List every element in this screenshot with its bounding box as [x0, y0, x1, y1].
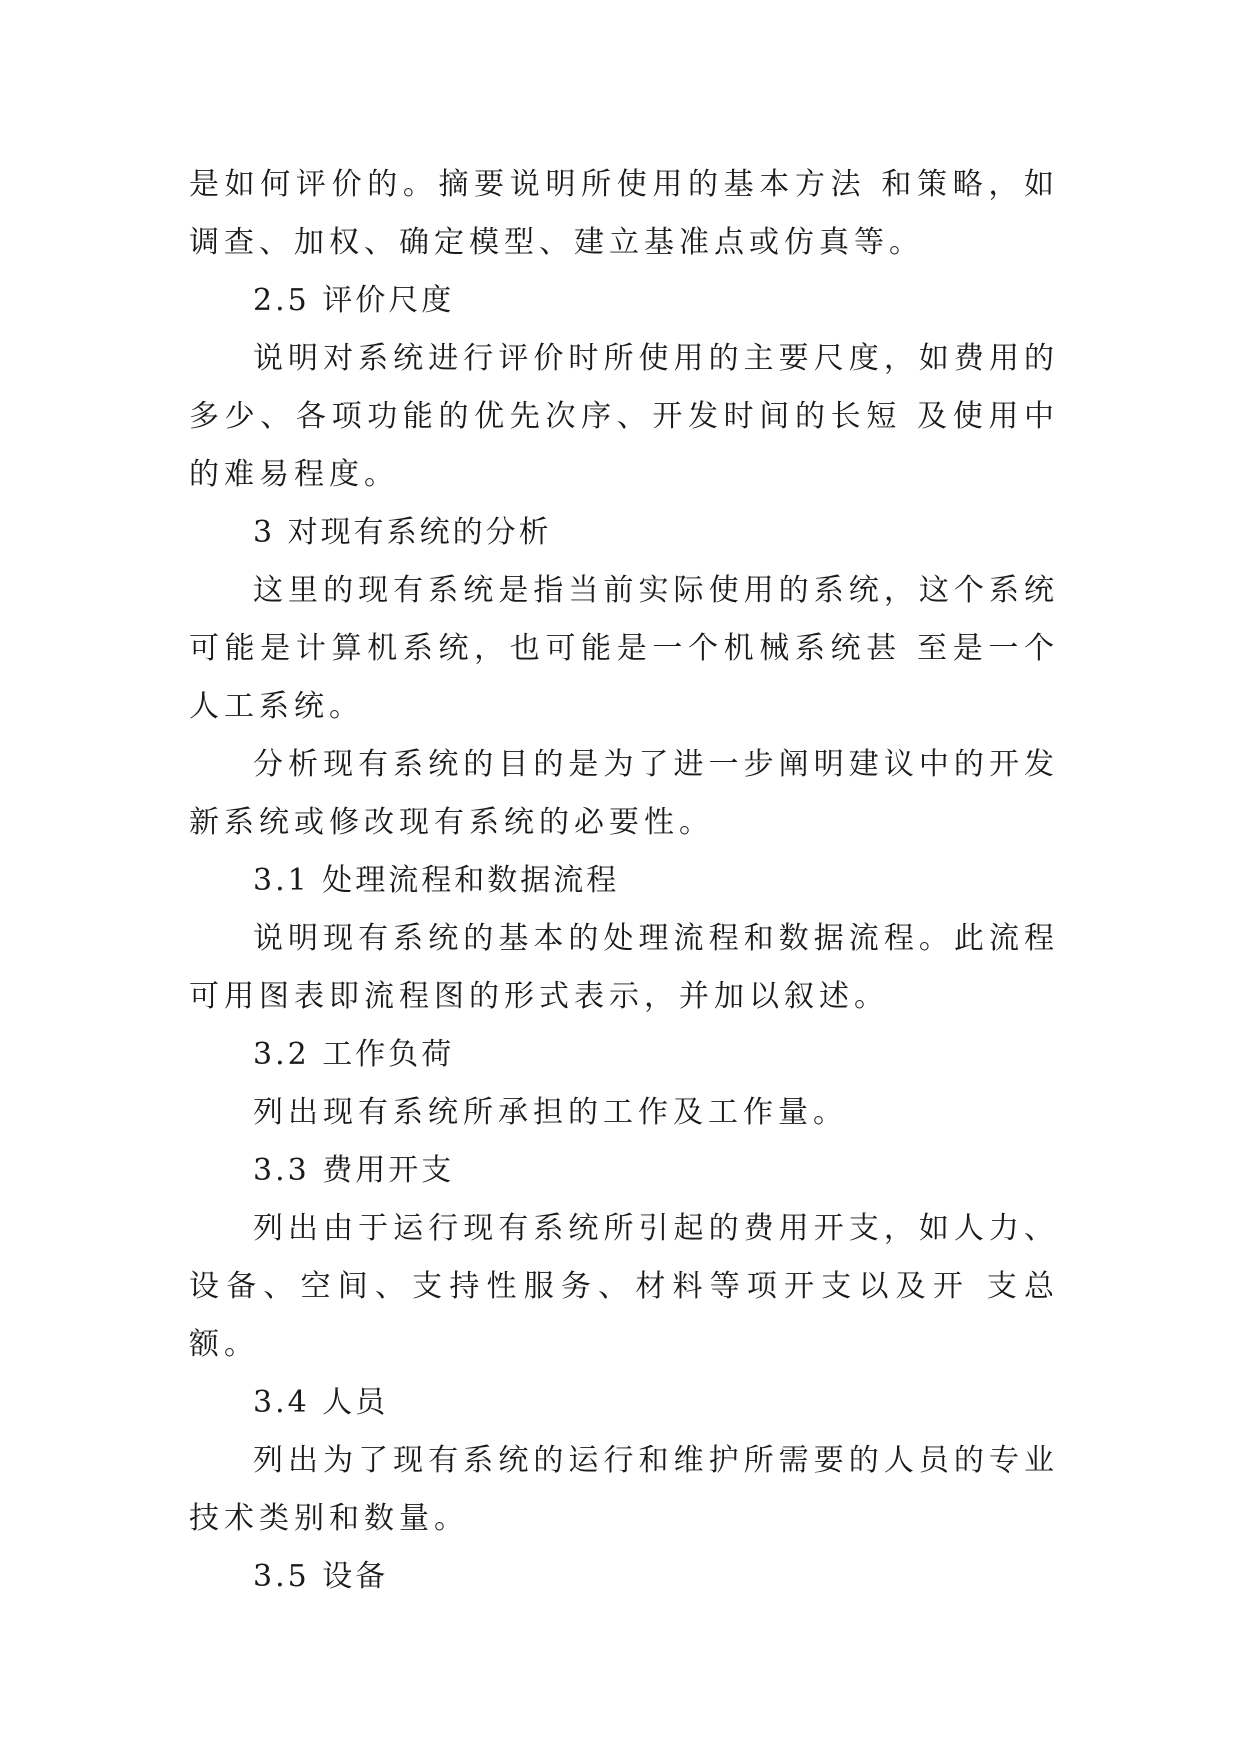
paragraph-analysis-purpose: 分析现有系统的目的是为了进一步阐明建议中的开发新系统或修改现有系统的必要性。 [189, 747, 1059, 840]
paragraph-existing-system-definition: 这里的现有系统是指当前实际使用的系统，这个系统可能是计算机系统，也可能是一个机械系统甚 至是一个人工系统。 [189, 573, 1059, 724]
paragraph-process-data-flow: 说明现有系统的基本的处理流程和数据流程。此流程可用图表即流程图的形式表示，并加以叙述。 [189, 921, 1059, 1014]
paragraph-evaluation-method: 是如何评价的。摘要说明所使用的基本方法 和策略，如调查、加权、确定模型、建立基准点或仿真等。 [189, 167, 1059, 260]
paragraph-personnel: 列出为了现有系统的运行和维护所需要的人员的专业技术类别和数量。 [189, 1443, 1059, 1536]
heading-2-5-evaluation-scale: 2.5 评价尺度 [253, 283, 455, 318]
heading-3-4-personnel: 3.4 人员 [253, 1385, 389, 1420]
paragraph-expenses: 列出由于运行现有系统所引起的费用开支，如人力、设备、空间、支持性服务、材料等项开支以及开 支总额。 [189, 1211, 1059, 1362]
paragraph-workload: 列出现有系统所承担的工作及工作量。 [253, 1095, 848, 1130]
heading-3-1-process-data-flow: 3.1 处理流程和数据流程 [253, 863, 620, 898]
heading-3-2-workload: 3.2 工作负荷 [253, 1037, 455, 1072]
paragraph-evaluation-scale: 说明对系统进行评价时所使用的主要尺度，如费用的多少、各项功能的优先次序、开发时间的长短 及使用中的难易程度。 [189, 341, 1059, 492]
heading-3-existing-system-analysis: 3 对现有系统的分析 [253, 515, 552, 550]
heading-3-3-expenses: 3.3 费用开支 [253, 1153, 455, 1188]
heading-3-5-equipment: 3.5 设备 [253, 1559, 389, 1594]
document-body [189, 156, 1059, 1606]
